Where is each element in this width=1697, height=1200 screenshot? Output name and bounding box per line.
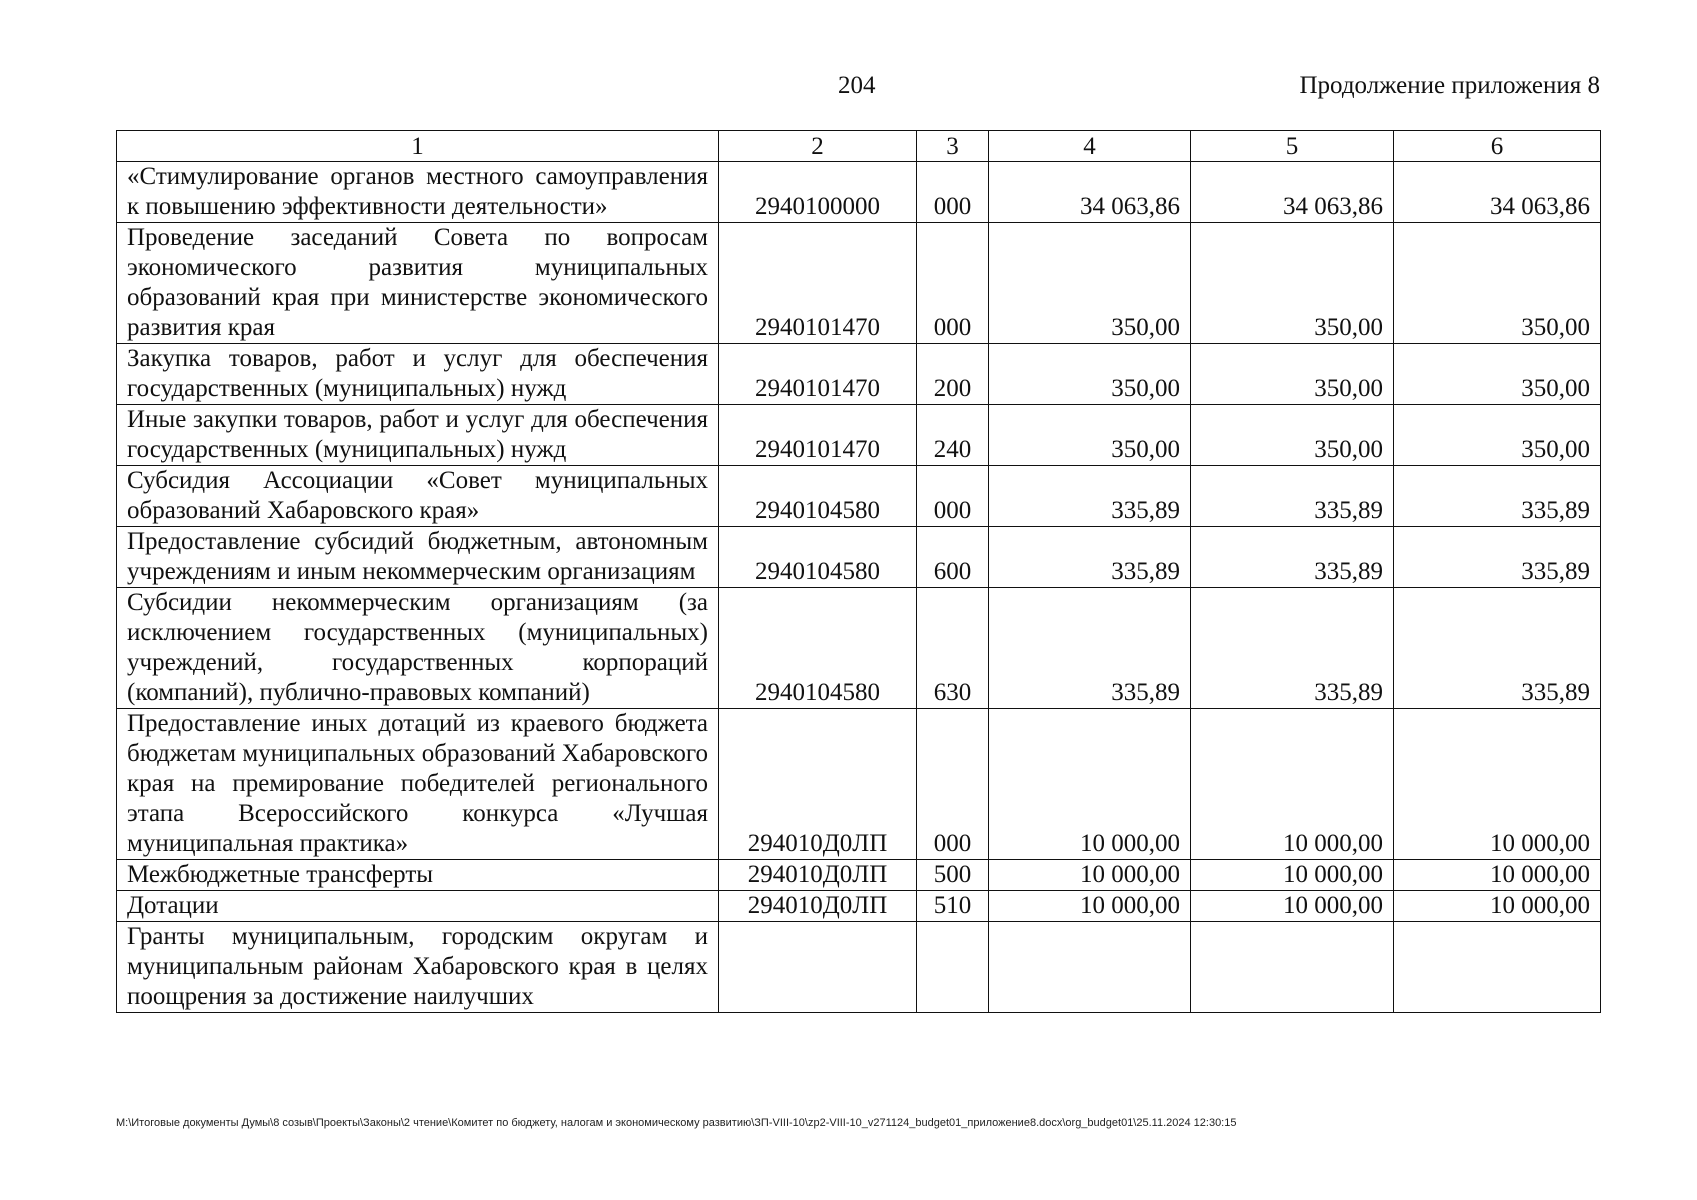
- row-code: 2940104580: [719, 466, 917, 527]
- row-amount-col5: 335,89: [1191, 466, 1394, 527]
- row-name: «Стимулирование органов местного самоуправления к повышению эффективности деятельности»: [117, 162, 719, 223]
- row-amount-col6: 335,89: [1394, 588, 1601, 709]
- column-header-3: 3: [917, 131, 989, 162]
- row-expense-type: 000: [917, 223, 989, 344]
- row-amount-col6: 335,89: [1394, 527, 1601, 588]
- page-number: 204: [838, 72, 876, 99]
- row-amount-col5: 350,00: [1191, 344, 1394, 405]
- table-row: [117, 405, 1601, 466]
- row-amount-col5: 34 063,86: [1191, 162, 1394, 223]
- row-amount-col4: 10 000,00: [989, 860, 1191, 891]
- row-code: 2940104580: [719, 527, 917, 588]
- row-amount-col6: 350,00: [1394, 223, 1601, 344]
- row-code: 2940100000: [719, 162, 917, 223]
- column-header-5: 5: [1191, 131, 1394, 162]
- column-header-2: 2: [719, 131, 917, 162]
- row-expense-type: 000: [917, 162, 989, 223]
- column-header-1: 1: [117, 131, 719, 162]
- row-amount-col4: 350,00: [989, 405, 1191, 466]
- row-amount-col6: 10 000,00: [1394, 709, 1601, 860]
- document-file-path: M:\Итоговые документы Думы\8 созыв\Проекты\Законы\2 чтение\Комитет по бюджету, налогам и экономическому развитию\ЗП-VIII-10\zp2-VIII-10_v271124_budget01_приложение8.docx\org_budget01\25.11.2024 12:30:15: [116, 1117, 1237, 1129]
- row-amount-col5: 10 000,00: [1191, 860, 1394, 891]
- budget-table: [116, 130, 1601, 1013]
- column-number-header-row: [117, 131, 1601, 162]
- row-amount-col4: 10 000,00: [989, 709, 1191, 860]
- table-row: [117, 162, 1601, 223]
- row-expense-type: 510: [917, 891, 989, 922]
- row-expense-type: 630: [917, 588, 989, 709]
- appendix-continuation-note: Продолжение приложения 8: [1299, 72, 1600, 99]
- row-name: Дотации: [117, 891, 719, 922]
- row-amount-col4: 34 063,86: [989, 162, 1191, 223]
- row-amount-col5: 350,00: [1191, 223, 1394, 344]
- row-amount-col4: 350,00: [989, 344, 1191, 405]
- row-amount-col5: 10 000,00: [1191, 891, 1394, 922]
- row-code: 294010Д0ЛП: [719, 891, 917, 922]
- row-amount-col6: 335,89: [1394, 466, 1601, 527]
- row-code: 2940101470: [719, 223, 917, 344]
- row-name: Субсидия Ассоциации «Совет муниципальных образований Хабаровского края»: [117, 466, 719, 527]
- row-amount-col4: 335,89: [989, 527, 1191, 588]
- row-amount-col5: 350,00: [1191, 405, 1394, 466]
- row-code: 2940104580: [719, 588, 917, 709]
- row-amount-col4: 350,00: [989, 223, 1191, 344]
- row-name: Закупка товаров, работ и услуг для обеспечения государственных (муниципальных) нужд: [117, 344, 719, 405]
- table-row: [117, 709, 1601, 860]
- table-row: [117, 527, 1601, 588]
- table-row: [117, 344, 1601, 405]
- table-row: [117, 922, 1601, 1013]
- row-name: Предоставление иных дотаций из краевого бюджета бюджетам муниципальных образований Хабаровского края на премирование победителей регионального этапа Всероссийского конкурса «Лучшая муниципальная практика»: [117, 709, 719, 860]
- row-amount-col4: 10 000,00: [989, 891, 1191, 922]
- row-expense-type: 000: [917, 466, 989, 527]
- row-amount-col5: 10 000,00: [1191, 709, 1394, 860]
- row-expense-type: [917, 922, 989, 1013]
- row-amount-col6: [1394, 922, 1601, 1013]
- row-code: 294010Д0ЛП: [719, 709, 917, 860]
- row-name: Межбюджетные трансферты: [117, 860, 719, 891]
- row-expense-type: 500: [917, 860, 989, 891]
- row-expense-type: 240: [917, 405, 989, 466]
- row-amount-col4: [989, 922, 1191, 1013]
- row-code: 2940101470: [719, 344, 917, 405]
- table-row: [117, 223, 1601, 344]
- row-name: Гранты муниципальным, городским округам и муниципальным районам Хабаровского края в целях поощрения за достижение наилучших: [117, 922, 719, 1013]
- row-amount-col6: 34 063,86: [1394, 162, 1601, 223]
- row-amount-col4: 335,89: [989, 588, 1191, 709]
- row-name: Субсидии некоммерческим организациям (за исключением государственных (муниципальных) учреждений, государственных корпораций (компаний), публично-правовых компаний): [117, 588, 719, 709]
- row-amount-col5: [1191, 922, 1394, 1013]
- table-row: [117, 891, 1601, 922]
- row-expense-type: 000: [917, 709, 989, 860]
- row-expense-type: 200: [917, 344, 989, 405]
- table-row: [117, 860, 1601, 891]
- row-amount-col5: 335,89: [1191, 527, 1394, 588]
- row-amount-col6: 10 000,00: [1394, 860, 1601, 891]
- column-header-6: 6: [1394, 131, 1601, 162]
- row-amount-col5: 335,89: [1191, 588, 1394, 709]
- row-amount-col6: 10 000,00: [1394, 891, 1601, 922]
- table-row: [117, 466, 1601, 527]
- row-amount-col4: 335,89: [989, 466, 1191, 527]
- row-name: Иные закупки товаров, работ и услуг для обеспечения государственных (муниципальных) нужд: [117, 405, 719, 466]
- row-name: Предоставление субсидий бюджетным, автономным учреждениям и иным некоммерческим организациям: [117, 527, 719, 588]
- row-code: 2940101470: [719, 405, 917, 466]
- column-header-4: 4: [989, 131, 1191, 162]
- row-expense-type: 600: [917, 527, 989, 588]
- row-code: [719, 922, 917, 1013]
- row-name: Проведение заседаний Совета по вопросам экономического развития муниципальных образований края при министерстве экономического развития края: [117, 223, 719, 344]
- row-amount-col6: 350,00: [1394, 344, 1601, 405]
- row-code: 294010Д0ЛП: [719, 860, 917, 891]
- table-row: [117, 588, 1601, 709]
- row-amount-col6: 350,00: [1394, 405, 1601, 466]
